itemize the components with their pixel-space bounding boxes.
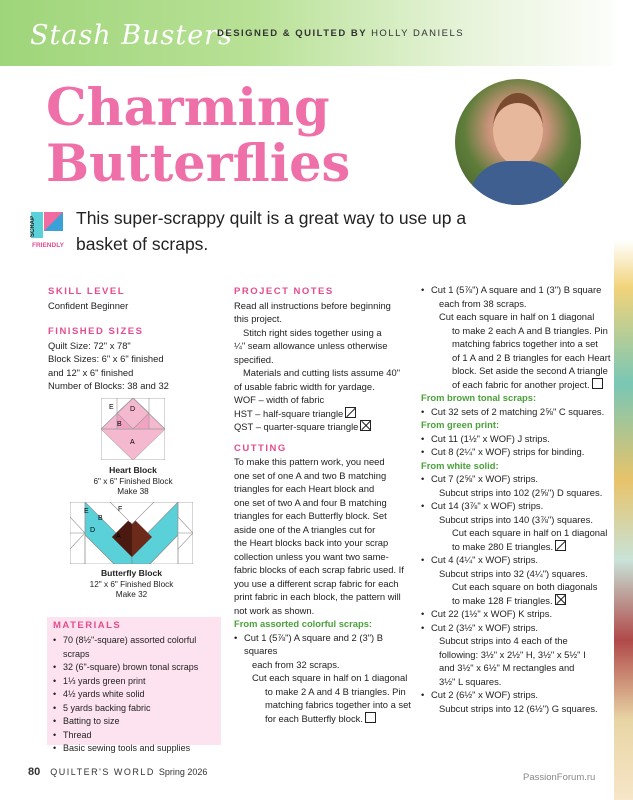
hst-icon [345, 407, 356, 418]
magazine-name: QUILTER'S WORLD [50, 767, 155, 777]
heart-cut-line: • Cut 1 (5⅞") A square and 1 (3") B square [421, 283, 616, 297]
notes-line: Materials and cutting lists assume 40" [243, 367, 401, 378]
white-line: 3½" L squares. [439, 675, 502, 687]
white-line: • Cut 2 (6½" x WOF) strips. [421, 688, 616, 702]
cutting-line: you use a different scrap fabric for each [234, 577, 399, 589]
skill-value: Confident Beginner [48, 299, 129, 311]
cutting-line: print fabric in each block, the pattern will [234, 591, 401, 602]
lead-paragraph: This super-scrappy quilt is a great way to use up a basket of scraps. [76, 208, 467, 254]
white-line: • Cut 14 (3⅞" x WOF) strips. [421, 499, 616, 513]
white-line: Cut each square in half on 1 diagonal [452, 527, 608, 538]
assorted-heading: From assorted colorful scraps: [234, 618, 373, 629]
heart-cut-line-last [421, 378, 616, 392]
cutting-line: To make this pattern work, you need [234, 456, 385, 467]
butterfly-label-d: D [90, 527, 96, 534]
designer-credit [217, 28, 464, 39]
green-heading: From green print: [421, 419, 500, 430]
materials-list [53, 634, 215, 756]
heart-caption-name: Heart Block [109, 465, 157, 475]
notes-line-qst [234, 420, 416, 434]
material-item: • 4½ yards white solid [53, 688, 215, 702]
header-banner [0, 0, 633, 66]
badge-top-text: SCRAP [30, 215, 36, 237]
quilt-photo-edge [614, 0, 633, 800]
assorted-line-last [234, 712, 416, 726]
watermark: PassionForum.ru [523, 772, 596, 783]
cutting-line: the Heart blocks back into your scrap [234, 537, 389, 548]
heart-cut-line: matching fabrics together into a set [452, 338, 598, 349]
material-item: • 70 (8½"-square) assorted colorful scraps [53, 634, 215, 661]
notes-heading: PROJECT NOTES [234, 286, 334, 297]
middle-column [234, 285, 416, 725]
material-item: • Thread [53, 729, 215, 743]
page-footer [28, 766, 207, 778]
title-line-2: Butterflies [46, 134, 351, 194]
notes-line: Stitch right sides together using a [243, 326, 382, 338]
material-item: • 5 yards backing fabric [53, 702, 215, 716]
portrait-head [493, 93, 543, 165]
right-column [421, 283, 616, 715]
heart-caption-make: Make 38 [117, 487, 149, 496]
white-line: Subcut strips into 32 (4¼") squares. [439, 567, 588, 579]
white-heading: From white solid: [421, 459, 499, 471]
cutting-heading: CUTTING [234, 442, 287, 454]
white-line: • Cut 4 (4¼" x WOF) strips. [421, 553, 616, 567]
butterfly-label-a: A [116, 533, 121, 540]
heart-cut-line: of 1 A and 2 B triangles for each Heart [452, 351, 611, 363]
notes-line: of usable fabric width for yardage. [234, 380, 375, 392]
heart-cut-line: each from 38 scraps. [439, 297, 527, 309]
designer-name: HOLLY DANIELS [371, 28, 465, 39]
butterfly-caption-size: 12" x 6" Finished Block [89, 579, 174, 589]
brown-heading: From brown tonal scraps: [421, 392, 537, 403]
cutting-line: triangles for each Butterfly block. Set [234, 510, 387, 521]
size-line: Number of Blocks: 38 and 32 [48, 380, 169, 391]
hst-icon [555, 540, 566, 551]
cutting-line: not work as shown. [234, 604, 315, 616]
white-line: • Cut 2 (3½" x WOF) strips. [421, 621, 616, 635]
assorted-line: Cut each square in half on 1 diagonal [252, 672, 408, 683]
heart-cut-line: block. Set aside the second A triangle [452, 365, 608, 376]
notes-line: WOF – width of fabric [234, 394, 325, 405]
assorted-line: matching fabrics together into a set [265, 699, 411, 710]
white-line: and 3½" x 6½" M rectangles and [439, 662, 575, 673]
assorted-last-text: for each Butterfly block. [265, 712, 363, 724]
green-line: • Cut 8 (2¼" x WOF) strips for binding. [421, 445, 616, 459]
cutting-line: one set of one A and two B matching [234, 469, 387, 481]
qst-text: QST – quarter-square triangle [234, 421, 359, 432]
cutting-line: triangles for each Heart block and [234, 483, 375, 494]
heart-label-d: D [130, 406, 136, 413]
skill-heading: SKILL LEVEL [48, 286, 126, 297]
cutting-line: fabric blocks of each scrap fabric used. If [234, 564, 404, 575]
butterfly-caption-name: Butterfly Block [100, 568, 163, 578]
notes-line-hst [234, 407, 416, 421]
butterfly-caption-make: Make 32 [115, 590, 148, 599]
heart-cut-last-text: of each fabric for another project. [452, 378, 590, 390]
portrait-body [469, 161, 567, 205]
butterfly-label-c: C [128, 517, 134, 524]
page-number: 80 [28, 766, 41, 778]
cutting-line: aside one of the A triangles cut for [234, 523, 376, 535]
qst-icon [360, 420, 371, 431]
heart-caption [80, 465, 186, 498]
series-title: Stash Busters [30, 20, 233, 51]
white-line: following: 3½" x 2½" H, 3½" x 5½" I [439, 648, 586, 660]
size-line: Quilt Size: 72" x 78" [48, 339, 131, 351]
white-line: Subcut strips into 102 (2⅝") D squares. [439, 486, 603, 498]
assorted-line: • Cut 1 (5⅞") A square and 2 (3") B squares [234, 631, 416, 658]
assorted-line: each from 32 scraps. [252, 658, 340, 670]
credit-label: DESIGNED & QUILTED BY [217, 28, 367, 39]
end-mark-icon [365, 712, 376, 723]
heart-cut-line: to make 2 each A and B triangles. Pin [452, 324, 608, 336]
end-mark-icon [592, 378, 603, 389]
heart-label-e: E [109, 404, 114, 411]
material-item: • Batting to size [53, 715, 215, 729]
white-line: Subcut strips into 4 each of the [439, 635, 568, 646]
butterfly-label-f: F [118, 506, 123, 513]
white-line-f [421, 594, 616, 608]
article-title [46, 80, 350, 192]
notes-line: this project. [234, 313, 282, 324]
hst-text: HST – half-square triangle [234, 407, 344, 419]
size-line: Block Sizes: 6" x 6" finished [48, 353, 164, 364]
materials-heading: MATERIALS [53, 620, 122, 631]
qst-icon [555, 594, 566, 605]
heart-cut-line: Cut each square in half on 1 diagonal [439, 311, 595, 322]
size-line: and 12" x 6" finished [48, 366, 134, 378]
heart-block-diagram [101, 398, 165, 460]
green-line: • Cut 11 (1½" x WOF) J strips. [421, 432, 616, 446]
badge-bottom-text: FRIENDLY [32, 242, 64, 249]
white-line: • Cut 7 (2⅝" x WOF) strips. [421, 472, 616, 486]
left-column [48, 285, 218, 393]
white-line: Cut each square on both diagonals [452, 581, 598, 592]
butterfly-label-b: B [98, 515, 103, 522]
material-item: • 1⅓ yards green print [53, 675, 215, 689]
title-line-1: Charming [46, 78, 330, 138]
white-line-e [421, 540, 616, 554]
heart-caption-size: 6" x 6" Finished Block [93, 476, 173, 486]
assorted-line: to make 2 A and 4 B triangles. Pin [265, 685, 406, 697]
materials-box [47, 617, 221, 753]
notes-line: Read all instructions before beginning [234, 299, 391, 311]
heart-label-b: B [117, 421, 122, 428]
white-line: • Cut 22 (1½" x WOF) K strips. [421, 607, 616, 621]
material-item: • Basic sewing tools and supplies [53, 742, 215, 756]
white-e-text: to make 280 E triangles. [452, 540, 554, 552]
white-line: Subcut strips into 140 (3⅞") squares. [439, 513, 593, 525]
notes-line: ¼" seam allowance unless otherwise [234, 340, 388, 351]
scrap-friendly-badge [30, 211, 64, 251]
notes-line: specified. [234, 353, 274, 365]
heart-label-a: A [130, 439, 135, 446]
butterfly-label-e: E [84, 508, 89, 515]
material-item: • 32 (6"-square) brown tonal scraps [53, 661, 215, 675]
butterfly-block-diagram [70, 502, 193, 564]
cutting-line: one set of two A and four B matching [234, 496, 387, 508]
white-f-text: to make 128 F triangles. [452, 594, 553, 606]
designer-portrait [455, 79, 581, 205]
sizes-heading: FINISHED SIZES [48, 326, 144, 337]
issue-date: Spring 2026 [158, 767, 208, 777]
white-line: Subcut strips into 12 (6½") G squares. [439, 702, 598, 714]
cutting-line: collection unless you want two same- [234, 550, 389, 562]
brown-line: • Cut 32 sets of 2 matching 2⅝" C squares. [421, 405, 616, 419]
butterfly-caption [70, 568, 193, 601]
